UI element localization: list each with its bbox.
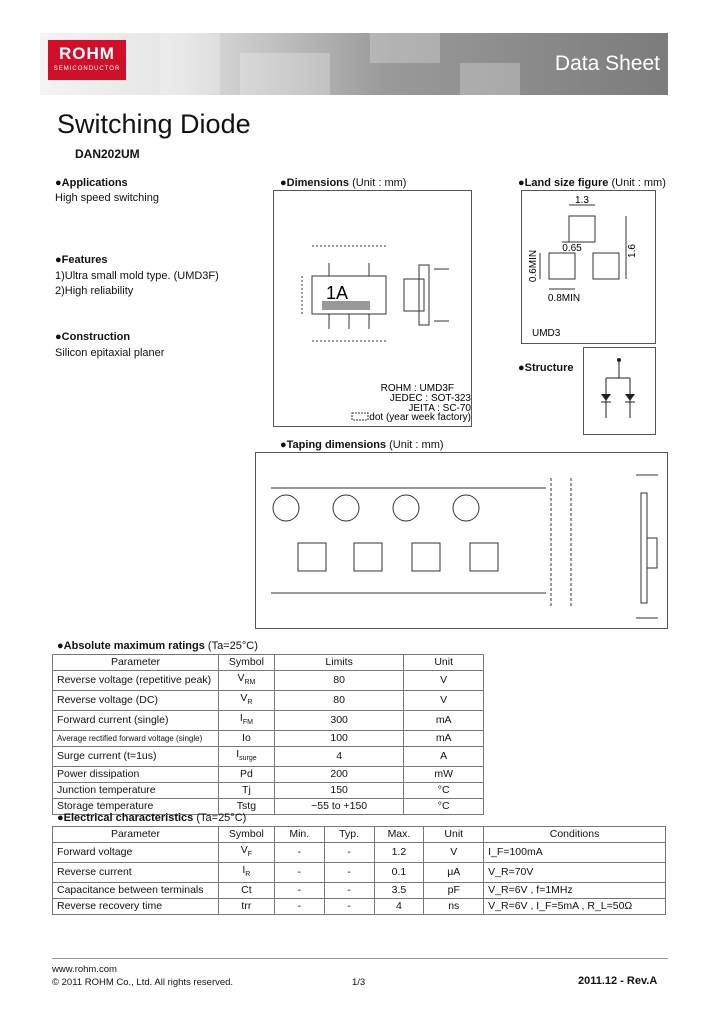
symbol-main: I — [242, 864, 246, 877]
footer-divider — [52, 958, 668, 959]
limit-cell: 200 — [274, 767, 404, 783]
date-dot-box — [352, 413, 368, 420]
page-title: Switching Diode — [57, 109, 251, 139]
unit-cell: °C — [404, 783, 484, 799]
symbol-main: Tstg — [236, 800, 257, 813]
unit-cell: V — [404, 671, 484, 691]
param-cell: Reverse current — [53, 863, 219, 883]
features-heading-text: Features — [61, 254, 108, 266]
land-label-1-3: 1.3 — [575, 195, 589, 206]
unit-cell: ns — [424, 899, 484, 915]
dimensions-heading-text: Dimensions — [286, 177, 350, 189]
symbol-cell — [218, 899, 274, 915]
col-max: Max. — [374, 827, 424, 843]
part-number: DAN202UM — [75, 147, 140, 161]
unit-cell: V — [404, 691, 484, 711]
construction-heading-text: Construction — [61, 331, 131, 343]
table-row — [53, 863, 666, 883]
param-cell: Surge current (t=1us) — [53, 747, 219, 767]
symbol-cell — [218, 843, 274, 863]
taping-heading-text: Taping dimensions — [286, 439, 387, 451]
col-conditions: Conditions — [484, 827, 666, 843]
land-size-box — [521, 190, 656, 344]
table-row — [53, 783, 484, 799]
symbol-main: V — [240, 844, 248, 856]
land-label-0-6min: 0.6MIN — [528, 249, 539, 283]
limit-cell: −55 to +150 — [274, 799, 404, 815]
applications-heading: ●Applications — [55, 177, 128, 189]
symbol-cell — [218, 883, 274, 899]
construction-heading: ●Construction — [55, 331, 131, 343]
min-cell: - — [274, 899, 324, 915]
max-cell: 0.1 — [374, 863, 424, 883]
abs-max-table — [52, 654, 484, 815]
symbol-sub: F — [247, 851, 253, 859]
rohm-logo — [48, 40, 126, 80]
structure-heading-text: Structure — [524, 362, 574, 374]
symbol-main: trr — [241, 900, 252, 913]
typ-cell: - — [324, 883, 374, 899]
land-label-0-8min: 0.8MIN — [547, 293, 581, 304]
table-row — [53, 691, 484, 711]
symbol-main: V — [240, 692, 248, 705]
applications-heading-text: Applications — [61, 177, 128, 189]
col-parameter: Parameter — [53, 655, 219, 671]
symbol-main: Tj — [242, 784, 251, 797]
elec-heading: ●Electrical characteristics (Ta=25°C) — [57, 812, 247, 824]
package-outline-drawing — [274, 191, 471, 426]
limit-cell: 4 — [274, 747, 404, 767]
unit-cell: mA — [404, 731, 484, 747]
package-rohm: ROHM : UMD3F — [380, 383, 454, 394]
symbol-main: I — [236, 748, 240, 761]
marking-text: 1A — [326, 283, 349, 303]
table-row — [53, 899, 666, 915]
limit-cell: 150 — [274, 783, 404, 799]
col-unit: Unit — [404, 655, 484, 671]
abs-max-cond: (Ta=25°C) — [207, 640, 258, 652]
symbol-cell — [218, 731, 274, 747]
symbol-cell — [218, 767, 274, 783]
symbol-sub: R — [245, 871, 251, 879]
doc-type: Data Sheet — [554, 52, 660, 75]
symbol-sub: RM — [244, 679, 256, 687]
param-cell: Reverse voltage (repetitive peak) — [53, 671, 219, 691]
typ-cell: - — [324, 863, 374, 883]
param-cell: Average rectified forward voltage (single) — [53, 731, 219, 747]
symbol-main: Pd — [240, 768, 253, 781]
diode-schematic — [584, 348, 655, 434]
structure-heading: ●Structure — [518, 362, 574, 374]
unit-cell: pF — [424, 883, 484, 899]
max-cell: 3.5 — [374, 883, 424, 899]
date-note: dot (year week factory) — [369, 412, 471, 423]
col-symbol: Symbol — [218, 655, 274, 671]
dimensions-unit: (Unit : mm) — [352, 177, 407, 189]
symbol-cell — [218, 691, 274, 711]
land-package: UMD3 — [532, 328, 561, 339]
symbol-cell — [218, 747, 274, 767]
elec-header-row — [53, 827, 666, 843]
land-size-heading-text: Land size figure — [524, 177, 609, 189]
table-row — [53, 843, 666, 863]
features-item-1: 1)Ultra small mold type. (UMD3F) — [55, 270, 219, 282]
features-heading: ●Features — [55, 254, 108, 266]
symbol-sub: R — [247, 699, 253, 707]
table-row — [53, 731, 484, 747]
param-cell: Forward current (single) — [53, 711, 219, 731]
param-cell: Forward voltage — [53, 843, 219, 863]
land-label-1-6: 1.6 — [627, 244, 638, 258]
param-cell: Junction temperature — [53, 783, 219, 799]
dimensions-heading: ●Dimensions (Unit : mm) — [280, 177, 407, 189]
conditions-cell: I_F=100mA — [484, 843, 666, 863]
min-cell: - — [274, 863, 324, 883]
conditions-cell: V_R=6V , f=1MHz — [484, 883, 666, 899]
table-row — [53, 767, 484, 783]
unit-cell: mA — [404, 711, 484, 731]
structure-box — [583, 347, 656, 435]
symbol-cell — [218, 783, 274, 799]
logo-subtext: SEMICONDUCTOR — [53, 66, 121, 72]
footer-copyright: © 2011 ROHM Co., Ltd. All rights reserved. — [52, 977, 234, 988]
param-cell: Capacitance between terminals — [53, 883, 219, 899]
footer-url[interactable]: www.rohm.com — [52, 964, 117, 975]
table-row — [53, 711, 484, 731]
param-cell: Power dissipation — [53, 767, 219, 783]
col-parameter: Parameter — [53, 827, 219, 843]
land-size-heading: ●Land size figure (Unit : mm) — [518, 177, 666, 189]
elec-table — [52, 826, 666, 915]
limit-cell: 80 — [274, 691, 404, 711]
col-limits: Limits — [274, 655, 404, 671]
footer-revision: 2011.12 - Rev.A — [578, 975, 658, 987]
symbol-main: I — [239, 712, 243, 725]
symbol-cell — [218, 711, 274, 731]
elec-cond: (Ta=25°C) — [196, 812, 247, 824]
taping-heading: ●Taping dimensions (Unit : mm) — [280, 439, 444, 451]
symbol-cell — [218, 863, 274, 883]
symbol-main: V — [237, 672, 245, 684]
unit-cell: V — [424, 843, 484, 863]
table-row — [53, 747, 484, 767]
footer-page: 1/3 — [352, 977, 366, 988]
land-label-0-65: 0.65 — [562, 243, 582, 254]
package-jedec: JEDEC : SOT-323 — [389, 393, 471, 404]
symbol-sub: FM — [242, 719, 253, 727]
dimensions-box — [273, 190, 472, 427]
param-cell: Reverse voltage (DC) — [53, 691, 219, 711]
col-unit: Unit — [424, 827, 484, 843]
max-cell: 4 — [374, 899, 424, 915]
unit-cell: μA — [424, 863, 484, 883]
max-cell: 1.2 — [374, 843, 424, 863]
symbol-main: Ct — [241, 884, 252, 897]
symbol-cell — [218, 671, 274, 691]
limit-cell: 300 — [274, 711, 404, 731]
applications-text: High speed switching — [55, 192, 159, 204]
land-pattern-drawing — [522, 191, 655, 343]
typ-cell: - — [324, 843, 374, 863]
limit-cell: 100 — [274, 731, 404, 747]
elec-heading-text: Electrical characteristics — [63, 812, 194, 824]
symbol-sub: surge — [239, 755, 257, 763]
taping-box — [255, 452, 668, 629]
logo-text: ROHM — [59, 44, 115, 63]
col-symbol: Symbol — [218, 827, 274, 843]
unit-cell: mW — [404, 767, 484, 783]
taping-drawing — [256, 453, 667, 628]
typ-cell: - — [324, 899, 374, 915]
table-row — [53, 883, 666, 899]
col-typ: Typ. — [324, 827, 374, 843]
unit-cell: °C — [404, 799, 484, 815]
limit-cell: 80 — [274, 671, 404, 691]
package-jeita: JEITA : SC-70 — [408, 403, 471, 414]
table-row — [53, 671, 484, 691]
features-item-2: 2)High reliability — [55, 285, 134, 297]
min-cell: - — [274, 843, 324, 863]
symbol-main: Io — [242, 732, 251, 745]
conditions-cell: V_R=70V — [484, 863, 666, 883]
conditions-cell: V_R=6V , I_F=5mA , R_L=50Ω — [484, 899, 666, 915]
param-cell: Reverse recovery time — [53, 899, 219, 915]
construction-text: Silicon epitaxial planer — [55, 347, 165, 359]
min-cell: - — [274, 883, 324, 899]
abs-max-heading-text: Absolute maximum ratings — [63, 640, 205, 652]
land-size-unit: (Unit : mm) — [611, 177, 666, 189]
abs-max-header-row — [53, 655, 484, 671]
taping-unit: (Unit : mm) — [389, 439, 444, 451]
col-min: Min. — [274, 827, 324, 843]
unit-cell: A — [404, 747, 484, 767]
param-cell: Storage temperature — [53, 799, 219, 815]
abs-max-heading: ●Absolute maximum ratings (Ta=25°C) — [57, 640, 258, 652]
